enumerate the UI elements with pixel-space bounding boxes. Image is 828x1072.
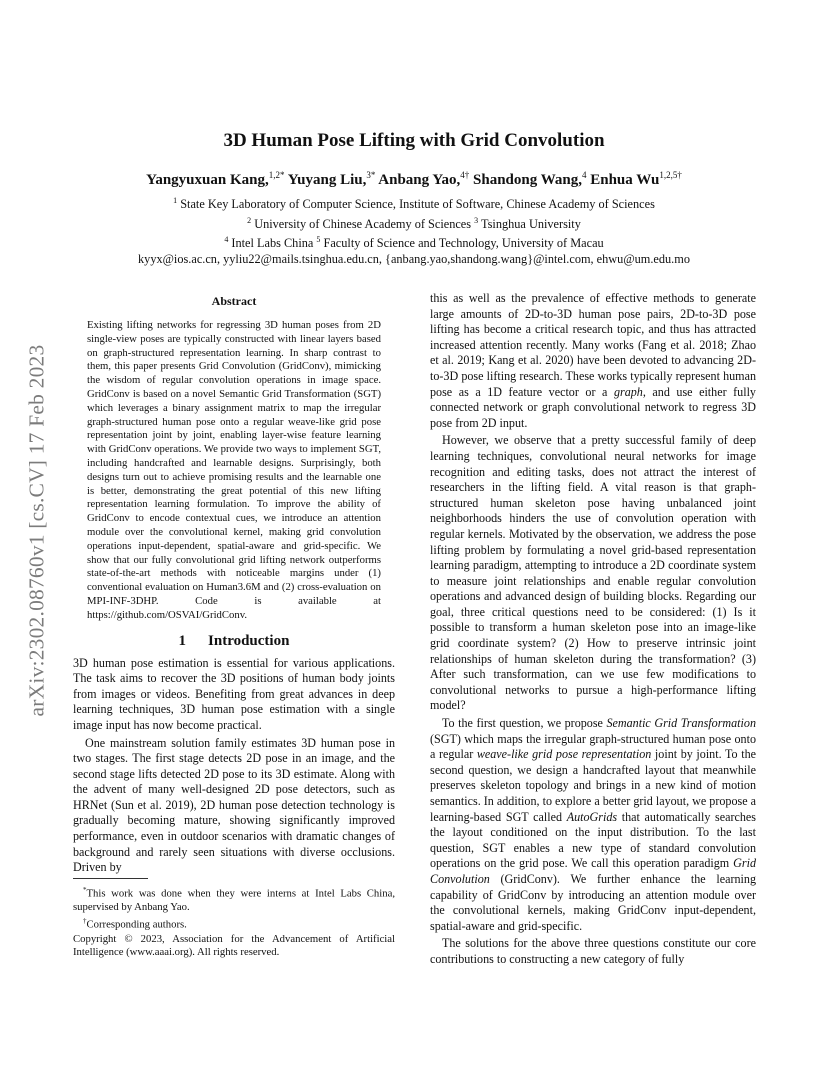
affiliation-line xyxy=(0,232,828,252)
abstract-heading: Abstract xyxy=(211,294,257,308)
footnote xyxy=(73,884,395,915)
arxiv-stamp-text: arXiv:2302.08760v1 [cs.CV] 17 Feb 2023 xyxy=(24,344,49,716)
left-column xyxy=(73,294,395,876)
footnote-text: Corresponding authors. xyxy=(86,918,187,931)
author-name: Anbang Yao, xyxy=(378,172,461,188)
section-title: Introduction xyxy=(208,632,290,649)
abstract-text: Existing lifting networks for regressing 3D human poses from 2D single-view poses are typically constructed with linear layers based on graph-structured representation learning. In sharp contrast to them, this paper presents Grid Convolution (GridConv), mimicking the wisdom of regular convolution operations in image space. GridConv is based on a novel Semantic Grid Transformation (SGT) which leverages a binary assignment matrix to map the irregular graph-structured human pose onto a regular weave-like grid pose representation joint by joint, enabling layer-wise feature learning with GridConv operations. We provide two ways to implement SGT, including handcrafted and learnable designs. Surprisingly, both designs turn out to achieve promising results and the learnable one is better, demonstrating the great potential of this new lifting representation learning formulation. To improve the ability of GridConv to encode contextual cues, we introduce an attention module over the convolutional kernel, making grid convolution operations input-dependent, spatial-aware and grid-specific. We show that our fully convolutional grid lifting network outperforms state-of-the-art methods with noticeable margins under (1) conventional evaluation on Human3.6M and (2) cross-evaluation on MPI-INF-3DHP. Code is available at https://github.com/OSVAI/GridConv. xyxy=(87,319,381,621)
emphasis: Grid Convolution xyxy=(430,856,756,886)
emphasis: weave-like grid pose representation xyxy=(476,747,652,762)
text-run: this as well as the prevalence of effective methods to generate large amounts of 2D-to-3D human pose pairs, 2D-to-3D pose lifting has become a critical research topic, and thus has attracted increased attention recently. Many works (Fang et al. 2018; Zhao et al. 2019; Kang et al. 2020) have been devoted to advancing 2D-to-3D pose lifting research. These works typically represent human pose as a 1D feature vector or a xyxy=(430,291,756,399)
text-run: joint by joint. To the second question, we design a handcrafted layout that meanwhile preserves skeleton topology and brings in a new kind of motion semantics. In addition, to explore a better grid layout, we propose a learning-based SGT called xyxy=(430,747,756,824)
body-paragraph xyxy=(430,291,756,431)
text-run: To the first question, we propose xyxy=(442,716,607,731)
body-paragraph xyxy=(430,716,756,934)
section-number: 1 xyxy=(178,632,187,649)
section-heading xyxy=(73,633,395,650)
affil-text: Faculty of Science and Technology, University of Macau xyxy=(320,236,604,251)
footnote-mark: * xyxy=(83,886,87,894)
affil-text: Tsinghua University xyxy=(478,216,581,231)
affil-mark: 2 xyxy=(247,215,252,225)
emphasis: Semantic Grid Transformation xyxy=(606,716,756,731)
author-emails: kyyx@ios.ac.cn, yyliu22@mails.tsinghua.edu.cn, {anbang.yao,shandong.wang}@intel.com, ehwu@um.edu.mo xyxy=(138,251,690,266)
author-affil-mark: 1,2* xyxy=(268,170,285,180)
footnote-rule xyxy=(73,878,148,879)
author-list xyxy=(0,170,828,189)
body-paragraph: The solutions for the above three questions constitute our core contributions to constructing a new category of fully xyxy=(430,936,756,966)
footnote-text: This work was done when they were interns at Intel Labs China, supervised by Anbang Yao. xyxy=(73,887,395,914)
affil-mark: 4 xyxy=(224,235,229,245)
author-affil-mark: 4† xyxy=(460,170,470,180)
emphasis: AutoGrids xyxy=(566,809,618,824)
affiliation-line xyxy=(0,213,828,233)
text-run: (SGT) which maps the irregular graph-structured human pose onto a regular xyxy=(430,731,756,762)
author-name: Yuyang Liu, xyxy=(287,172,367,188)
affiliations xyxy=(0,193,828,267)
affil-text: Intel Labs China xyxy=(228,236,317,251)
body-paragraph: One mainstream solution family estimates 3D human pose in two stages. The first stage detects 2D pose in an image, and the second stage lifts detected 2D pose to its 3D estimate. Along with the advent of many well-designed 2D pose detectors, such as HRNet (Sun et al. 2019), 2D human pose detection technology is gradually becoming mature, showing significantly improved performance, even in outdoor scenarios with dramatic changes of background and rarely seen situations with diverse occlusions. Driven by xyxy=(73,735,395,875)
footnote-mark: † xyxy=(83,917,87,926)
affil-mark: 1 xyxy=(173,196,178,205)
text-run: that automatically searches the layout conditioned on the input distribution. To the last question, SGT enables a new type of standard convolution operations on the grid pose. We call this operation paradigm xyxy=(430,809,756,871)
right-column xyxy=(430,291,756,968)
author-affil-mark: 3* xyxy=(366,170,376,180)
footnotes xyxy=(73,878,395,960)
text-run: (GridConv). We further enhance the learning capability of GridConv by introducing an attention module over the convolutional kernels, making GridConv input-dependent, spatial-aware and grid-specific. xyxy=(430,871,756,933)
affil-text: State Key Laboratory of Computer Science, Institute of Software, Chinese Academy of Sciences xyxy=(177,197,655,212)
emphasis: graph xyxy=(613,384,643,399)
affil-mark: 5 xyxy=(316,235,321,245)
author-affil-mark: 1,2,5† xyxy=(659,170,682,180)
copyright-notice: Copyright © 2023, Association for the Advancement of Artificial Intelligence (www.aaai.org). All rights reserved. xyxy=(73,932,395,959)
author-name: Yangyuxuan Kang, xyxy=(146,172,269,188)
affil-mark: 3 xyxy=(474,215,479,225)
body-paragraph: 3D human pose estimation is essential for various applications. The task aims to recover the 3D positions of human body joints from images or videos. Benefiting from great advances in deep learning techniques, 3D human pose estimation with a single image input has now become practical. xyxy=(73,655,395,732)
author-affil-mark: 4 xyxy=(581,170,587,180)
affiliation-line xyxy=(0,193,828,213)
paper-title: 3D Human Pose Lifting with Grid Convolution xyxy=(223,130,605,151)
body-paragraph: However, we observe that a pretty successful family of deep learning techniques, convolutional neural networks for image recognition and editing tasks, does not attract the interest of researchers in the lifting field. A vital reason is that graph-structured human skeleton pose having unbalanced joint neighborhoods hinders the use of convolution operation with regular kernels. Motivated by the observation, we address the pose lifting problem by formulating a novel grid-based representation learning paradigm, attempting to introduce a 2D coordinate system to measure joint relationships and enable regular convolution operations and advanced design of building blocks. Regarding our goal, three critical questions need to be considered: (1) Is it possible to transform a human skeleton pose into an image-like grid coordinate system? (2) How to preserve intrinsic joint relationships of human skeleton during the transformation? (3) After such transformation, can we use few modifications to convolutional networks to pursue a high-performance lifting model? xyxy=(430,433,756,713)
affil-text: University of Chinese Academy of Sciences xyxy=(251,216,475,231)
text-run: , and use either fully connected network or graph convolutional network to regress 3D pose from 2D input. xyxy=(430,384,756,430)
author-name: Enhua Wu xyxy=(590,172,660,188)
footnote xyxy=(73,915,395,932)
arxiv-stamp xyxy=(22,290,52,770)
author-name: Shandong Wang, xyxy=(473,172,582,188)
